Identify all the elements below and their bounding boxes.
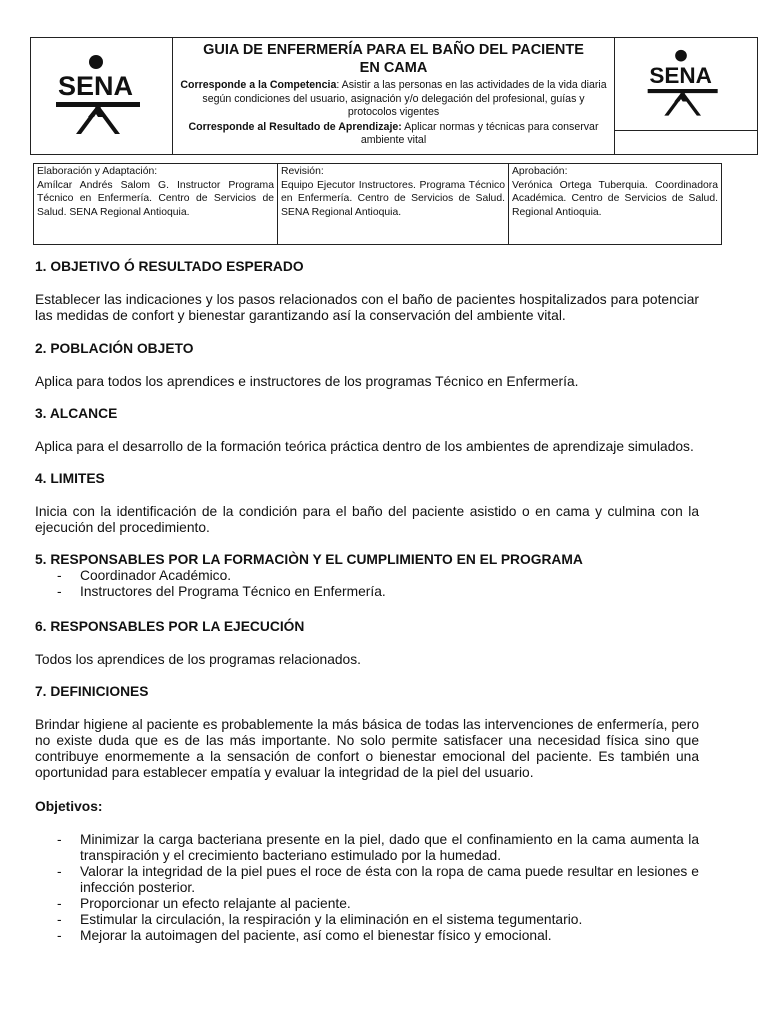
section-1-text: Establecer las indicaciones y los pasos relacionados con el baño de pacientes hospitalizados para potenciar las medidas de confort y bienestar garantizando así la conservación del ambiente vital. (35, 292, 699, 323)
section-5-list (35, 568, 699, 600)
sena-logo (54, 53, 150, 139)
approval-table (33, 163, 722, 245)
sena-logo-text: SENA (57, 71, 133, 101)
list-item: - Valorar la integridad de la piel pues el roce de ésta con la ropa de cama puede resultar en lesiones e infección posterior. (57, 864, 699, 896)
aprobacion-cell: Aprobación: Verónica Ortega Tuberquia. Coordinadora Académica. Centro de Servicios de Salud. Regional Antioquia. (512, 166, 718, 218)
list-item: - Coordinador Académico. (57, 568, 699, 584)
logo-cell-left (31, 38, 173, 154)
section-2-heading: 2. POBLACIÓN OBJETO (35, 341, 194, 356)
section-6-heading: 6. RESPONSABLES POR LA EJECUCIÓN (35, 619, 305, 634)
header-table (30, 37, 758, 155)
header-title-cell (173, 38, 614, 154)
objetivos-heading: Objetivos: (35, 799, 103, 814)
competencia: Corresponde a la Competencia: Asistir a las personas en las actividades de la vida diaria según condiciones del usuario, asignación y/o delegación del profesional, guías y protocolos vigentes (180, 79, 607, 118)
logo-cell-right (614, 38, 757, 154)
list-item: - Mejorar la autoimagen del paciente, así como el bienestar físico y emocional. (57, 928, 699, 944)
sena-logo-text-right: SENA (649, 63, 712, 89)
list-item: - Minimizar la carga bacteriana presente en la piel, dado que el confinamiento en la cama aumenta la transpiración y el crecimiento bacteriano estimulado por la humedad. (57, 832, 699, 864)
section-7-text: Brindar higiene al paciente es probablemente la más básica de todas las intervenciones de enfermería, pero no existe duda que es de las más importante. No solo permite satisfacer una necesidad física sino que contribuye enormemente a la sensación de confort o bienestar emocional del paciente. Es también una oportunidad para establecer empatía y evaluar la integridad de la piel del usuario. (35, 717, 699, 780)
document-title: GUIA DE ENFERMERÍA PARA EL BAÑO DEL PACIENTE EN CAMA (203, 42, 584, 76)
section-1-heading: 1. OBJETIVO Ó RESULTADO ESPERADO (35, 259, 304, 274)
list-item: - Instructores del Programa Técnico en Enfermería. (57, 584, 699, 600)
objetivos-list (35, 832, 699, 944)
revision-cell: Revisión: Equipo Ejecutor Instructores. Programa Técnico en Enfermería. Centro de Servicios de Salud. SENA Regional Antioquia. (278, 164, 509, 244)
section-4-text: Inicia con la identificación de la condición para el baño del paciente asistido o en cama y culmina con la ejecución del procedimiento. (35, 504, 699, 535)
resultado-aprendizaje: Corresponde al Resultado de Aprendizaje: Aplicar normas y técnicas para conservar ambiente vital (188, 120, 599, 146)
section-4-heading: 4. LIMITES (35, 471, 105, 486)
elaboracion-cell: Elaboración y Adaptación: Amílcar Andrés Salom G. Instructor Programa Técnico en Enfermería. Centro de Servicios de Salud. SENA Regional Antioquia. (34, 164, 278, 244)
list-item: - Estimular la circulación, la respiración y la eliminación en el sistema tegumentario. (57, 912, 699, 928)
section-3-heading: 3. ALCANCE (35, 406, 118, 421)
sena-logo-right (646, 46, 726, 122)
list-item: - Proporcionar un efecto relajante al paciente. (57, 896, 699, 912)
section-5-heading: 5. RESPONSABLES POR LA FORMACIÒN Y EL CUMPLIMIENTO EN EL PROGRAMA (35, 552, 583, 567)
section-3-text: Aplica para el desarrollo de la formación teórica práctica dentro de los ambientes de aprendizaje simulados. (35, 439, 694, 454)
section-6-text: Todos los aprendices de los programas relacionados. (35, 652, 361, 667)
section-2-text: Aplica para todos los aprendices e instructores de los programas Técnico en Enfermería. (35, 374, 579, 389)
section-7-heading: 7. DEFINICIONES (35, 684, 149, 699)
